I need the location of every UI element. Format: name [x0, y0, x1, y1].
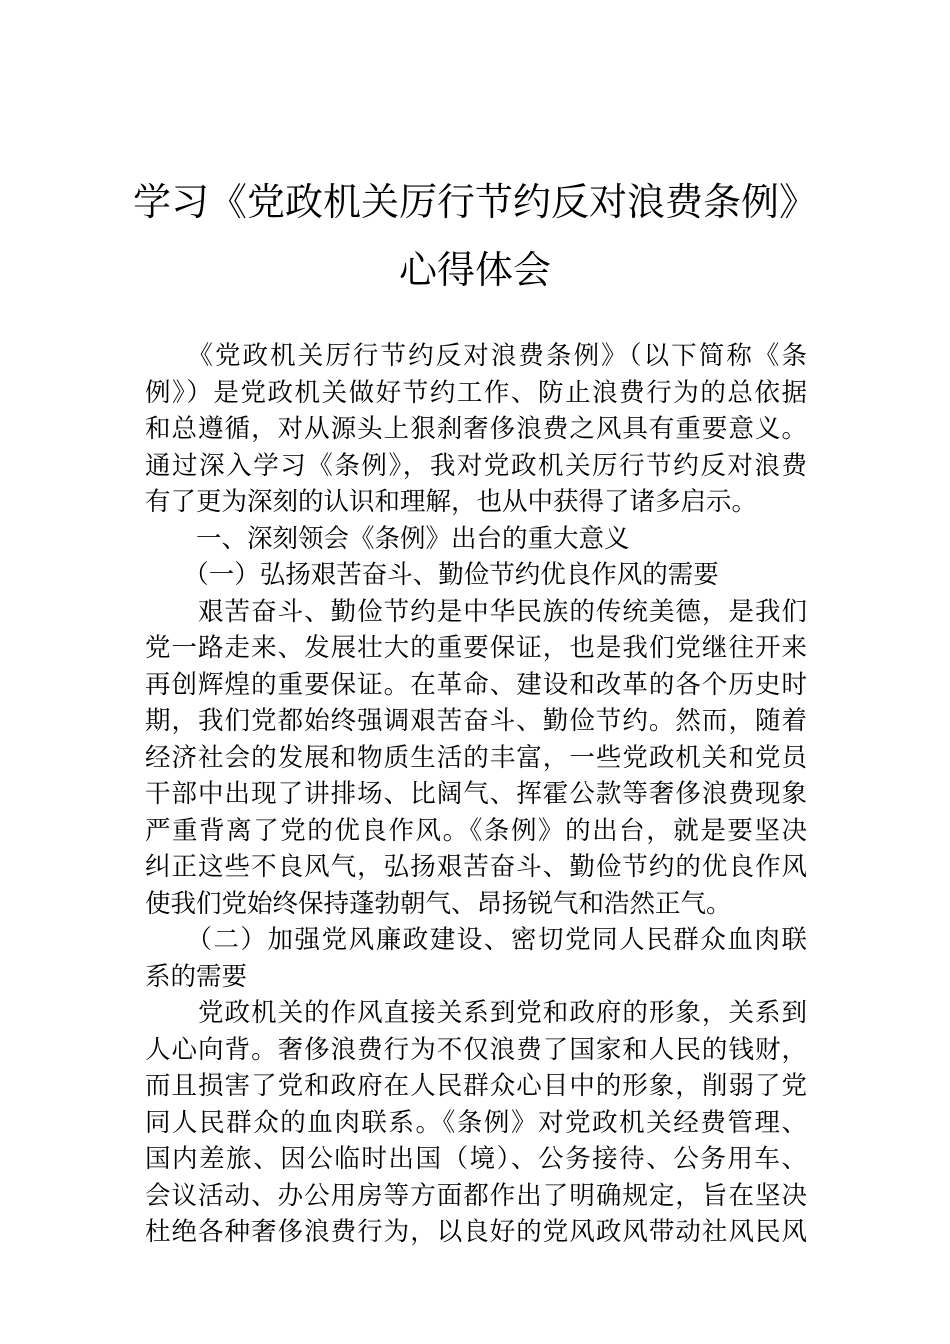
body-line: 《党政机关厉行节约反对浪费条例》（以下简称《条 — [145, 341, 807, 371]
body-line: 经济社会的发展和物质生活的丰富，一些党政机关和党员 — [145, 742, 807, 773]
body-line: 期，我们党都始终强调艰苦奋斗、勤俭节约。然而，随着 — [145, 706, 807, 736]
body-line: 例》）是党政机关做好节约工作、防止浪费行为的总依据 — [145, 377, 807, 408]
body-line: 杜绝各种奢侈浪费行为，以良好的党风政风带动社风民风 — [145, 1217, 807, 1247]
body-line: 艰苦奋斗、勤俭节约是中华民族的传统美德，是我们 — [145, 596, 807, 627]
body-line: 通过深入学习《条例》，我对党政机关厉行节约反对浪费 — [145, 450, 807, 481]
body-line: 党政机关的作风直接关系到党和政府的形象，关系到 — [145, 998, 807, 1028]
document-title-line-1: 学习《党政机关厉行节约反对浪费条例》 — [132, 180, 817, 224]
body-line: 和总遵循，对从源头上狠刹奢侈浪费之风具有重要意义。 — [145, 414, 807, 444]
body-line: 同人民群众的血肉联系。《条例》对党政机关经费管理、 — [145, 1107, 807, 1138]
body-line: 党一路走来、发展壮大的重要保证，也是我们党继往开来 — [145, 633, 807, 663]
body-line: 而且损害了党和政府在人民群众心目中的形象，削弱了党 — [145, 1071, 807, 1101]
document-body — [145, 338, 807, 1251]
body-line: 有了更为深刻的认识和理解，也从中获得了诸多启示。 — [145, 487, 758, 517]
body-line: 纠正这些不良风气，弘扬艰苦奋斗、勤俭节约的优良作风 — [145, 852, 807, 882]
body-line: 国内差旅、因公临时出国（境）、公务接待、公务用车、 — [145, 1144, 807, 1174]
body-line: 严重背离了党的优良作风。《条例》的出台，就是要坚决 — [145, 815, 807, 846]
body-line: 系的需要 — [145, 961, 248, 992]
body-line: 使我们党始终保持蓬勃朝气、昂扬锐气和浩然正气。 — [145, 888, 732, 919]
body-line: （二）加强党风廉政建设、密切党同人民群众血肉联 — [145, 925, 807, 955]
body-line: 一、深刻领会《条例》出台的重大意义 — [145, 523, 630, 554]
document-title-line-2: 心得体会 — [398, 248, 551, 292]
body-line: 干部中出现了讲排场、比阔气、挥霍公款等奢侈浪费现象 — [145, 779, 807, 809]
body-line: 人心向背。奢侈浪费行为不仅浪费了国家和人民的钱财， — [145, 1034, 807, 1065]
body-line: 再创辉煌的重要保证。在革命、建设和改革的各个历史时 — [145, 669, 807, 700]
body-line: 会议活动、办公用房等方面都作出了明确规定，旨在坚决 — [145, 1180, 807, 1211]
body-line: （一）弘扬艰苦奋斗、勤俭节约优良作风的需要 — [145, 560, 719, 590]
